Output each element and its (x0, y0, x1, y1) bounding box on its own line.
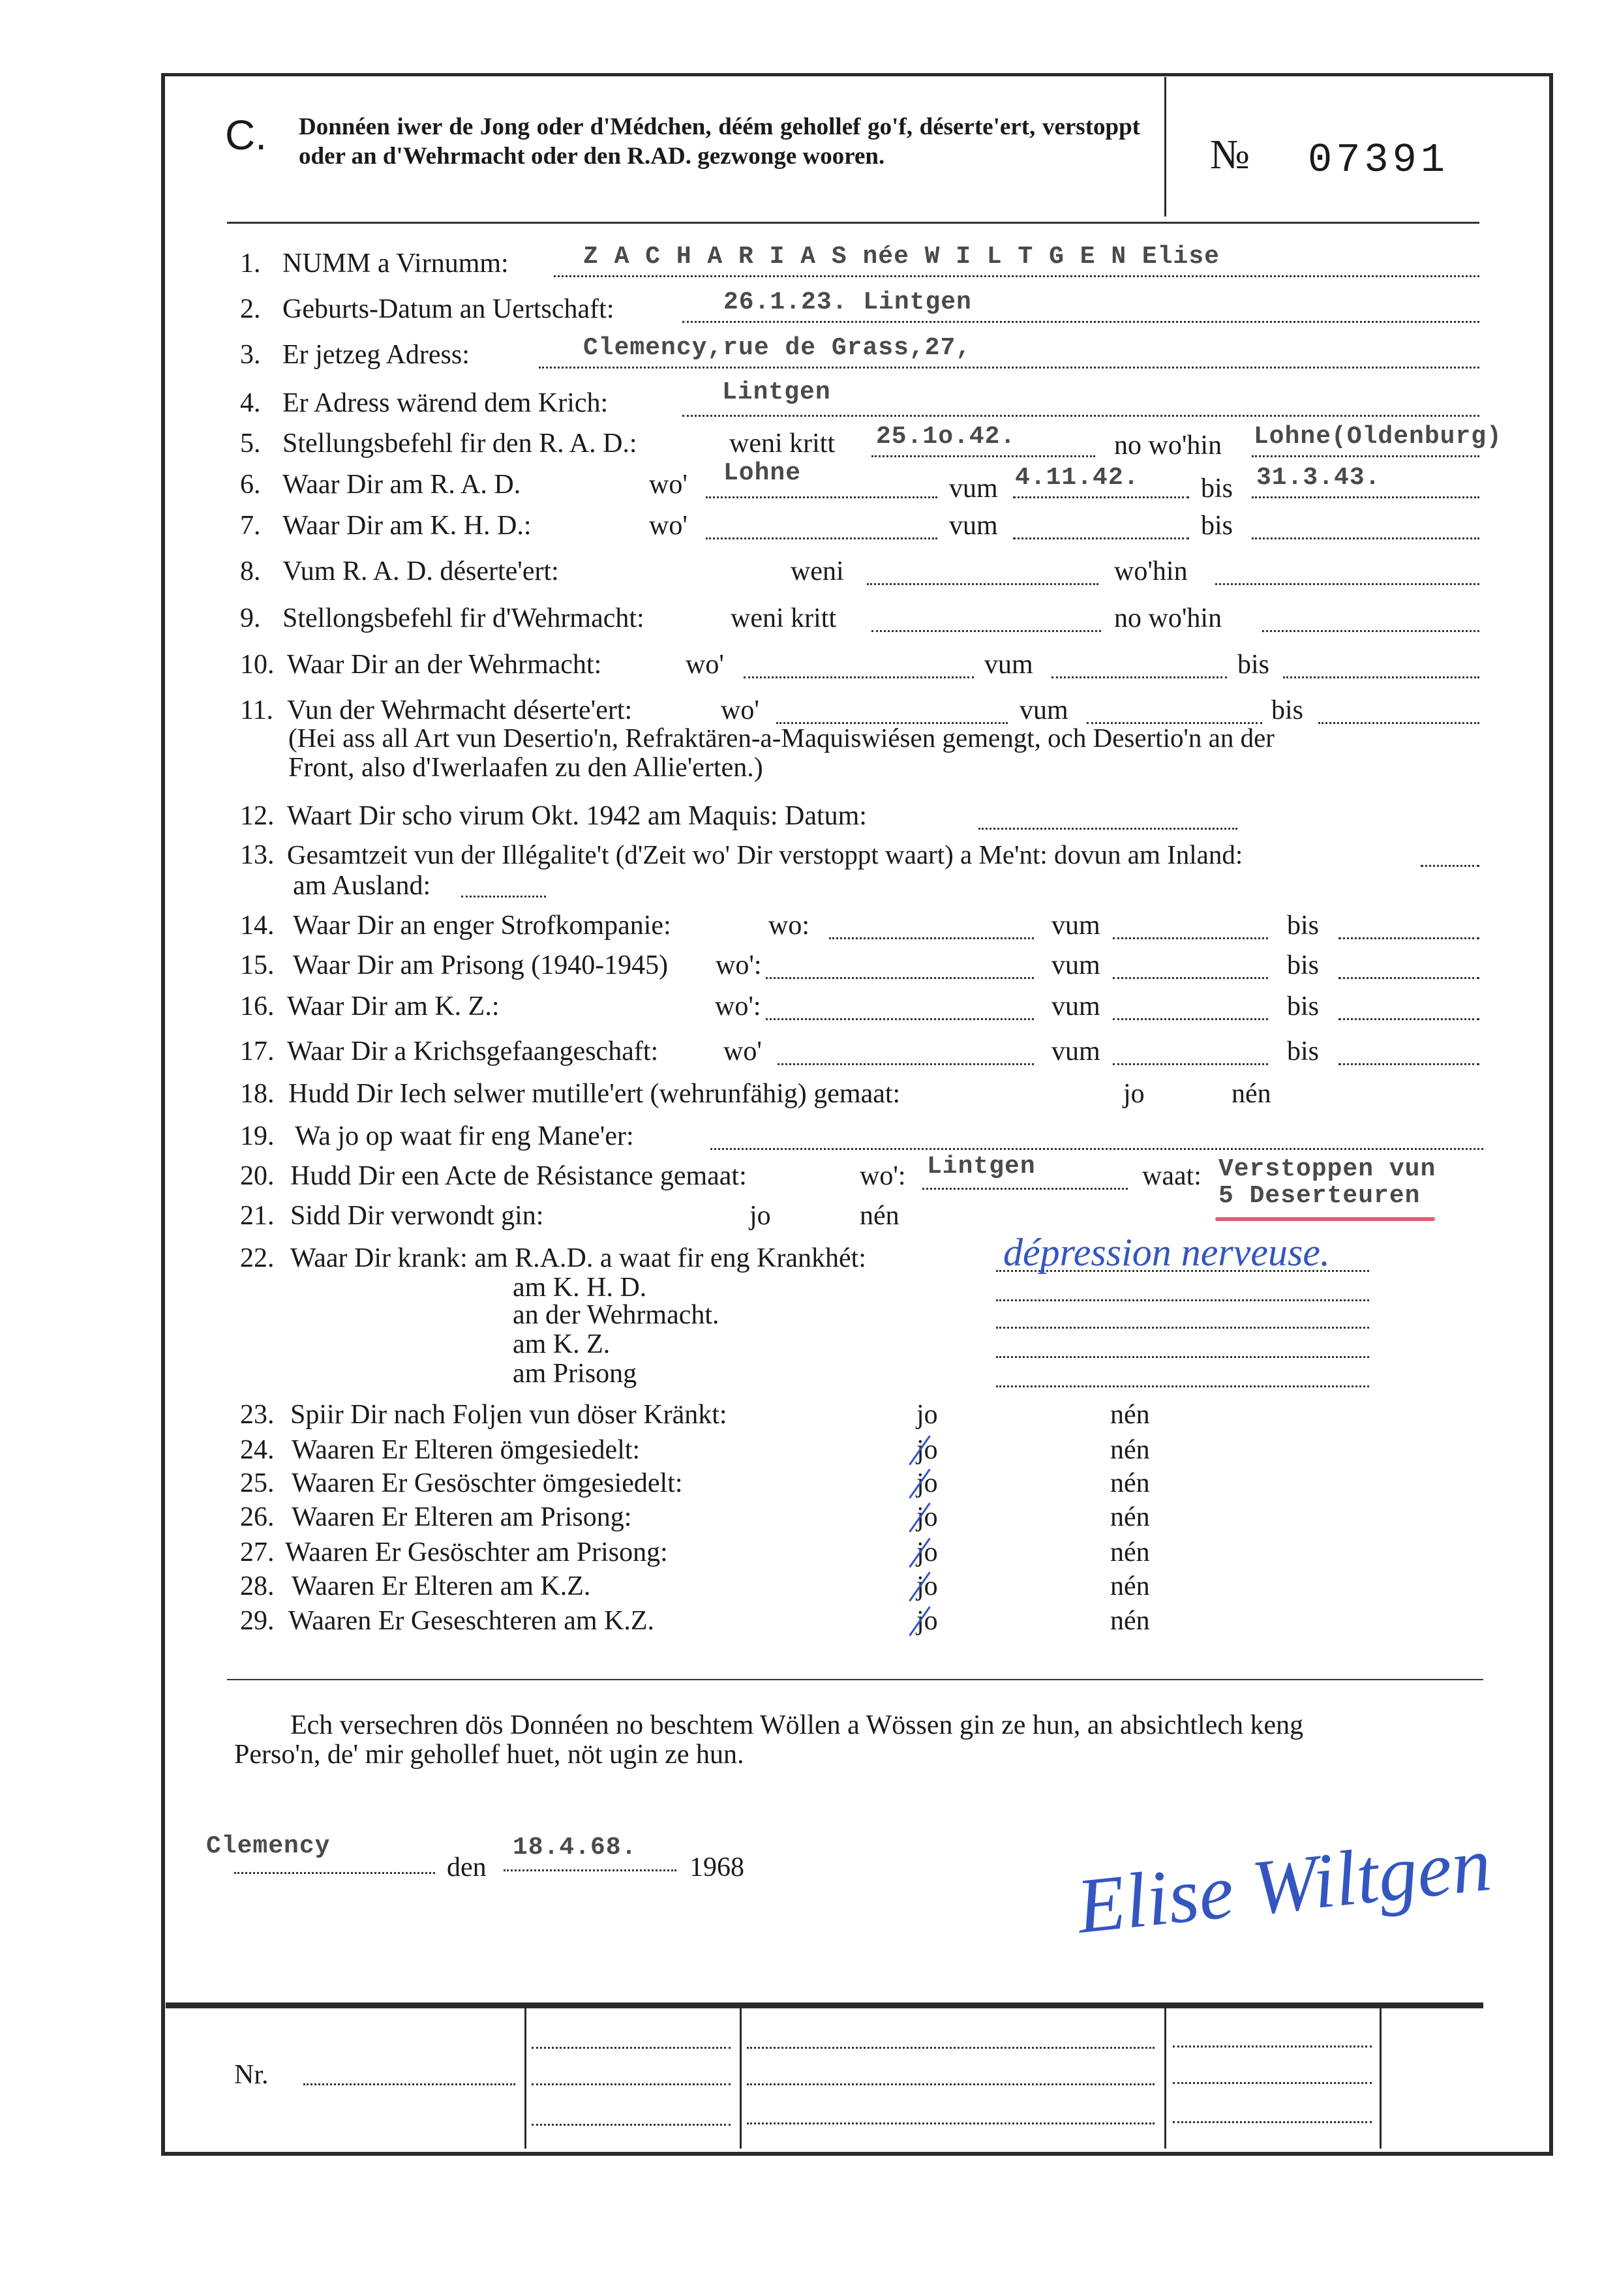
no-option[interactable]: nén (1110, 1537, 1150, 1567)
illness-kz-field[interactable] (996, 1356, 1369, 1358)
declaration-line-2: Perso'n, de' mir gehollef huet, nöt ugin ze hun. (234, 1740, 744, 1770)
red-underline-mark (1215, 1217, 1435, 1221)
parents-prison-label: Waaren Er Elteren am Prisong: (292, 1502, 632, 1532)
penal-company-label: Waar Dir an enger Strofkompanie: (293, 911, 671, 941)
manner-label: Wa jo op waat fir eng Mane'er: (295, 1121, 634, 1151)
self-mutilation-label: Hudd Dir Iech selwer mutille'ert (wehrunfähig) gemaat: (288, 1079, 901, 1109)
date-field[interactable] (504, 1869, 676, 1871)
bis-label: bis (1201, 511, 1233, 541)
parents-resettled-label: Waaren Er Elteren ömgesiedelt: (292, 1435, 641, 1465)
row-number: 23. (240, 1400, 275, 1430)
khd-label: Waar Dir am K. H. D.: (282, 511, 532, 541)
signature: Elise Wiltgen (1072, 1820, 1495, 1950)
when-label: weni kritt (729, 429, 836, 459)
wo-label: wo': (715, 991, 761, 1021)
pow-from-field[interactable] (1113, 1063, 1268, 1065)
yes-option[interactable]: jo (916, 1571, 938, 1601)
vum-label: vum (949, 474, 998, 504)
vum-label: vum (984, 650, 1033, 680)
war-address-value: Lintgen (722, 378, 831, 406)
rad-order-date-value: 25.1o.42. (876, 423, 1016, 451)
row-number: 26. (240, 1502, 275, 1532)
row-number: 11. (240, 695, 273, 725)
parents-kz-label: Waaren Er Elteren am K.Z. (292, 1571, 591, 1601)
wounded-label: Sidd Dir verwondt gin: (290, 1201, 544, 1231)
address-label: Er jetzeg Adress: (282, 340, 470, 370)
kz-label: Waar Dir am K. Z.: (287, 991, 500, 1021)
siblings-prison-label: Waaren Er Gesöschter am Prisong: (285, 1537, 668, 1567)
yes-option[interactable]: jo (916, 1435, 938, 1465)
no-option[interactable]: nén (860, 1201, 899, 1231)
row-number: 17. (240, 1036, 275, 1066)
abroad-field[interactable] (461, 896, 546, 898)
row-number: 21. (240, 1201, 275, 1231)
rad-place-value: Lohne (723, 459, 802, 487)
resistance-where-value: Lintgen (927, 1153, 1036, 1181)
no-option[interactable]: nén (1232, 1079, 1271, 1109)
row-number: 9. (240, 603, 261, 633)
row-number: 19. (240, 1121, 275, 1151)
yes-option[interactable]: jo (916, 1502, 938, 1532)
row-number: 24. (240, 1435, 275, 1465)
bis-label: bis (1271, 695, 1304, 725)
illness-label: Waar Dir krank: am R.A.D. a waat fir eng Krankhét: (290, 1243, 866, 1273)
date-value: 18.4.68. (513, 1834, 637, 1862)
declaration-line-1: Ech versechren dös Donnéen no beschtem Wöllen a Wössen gin ze hun, an absichtlech keng (290, 1710, 1304, 1740)
pow-label: Waar Dir a Krichsgefaangeschaft: (287, 1036, 659, 1066)
wo-label: wo' (649, 511, 688, 541)
birth-field[interactable] (682, 321, 1479, 323)
khd-where-field[interactable] (706, 537, 937, 539)
rad-order-label: Stellungsbefehl fir den R. A. D.: (282, 429, 637, 459)
table-field[interactable] (532, 2083, 731, 2085)
vum-label: vum (1051, 1036, 1100, 1066)
prison-to-field[interactable] (1338, 977, 1479, 979)
place-field[interactable] (234, 1872, 435, 1874)
vum-label: vum (1020, 695, 1068, 725)
prison-from-field[interactable] (1113, 977, 1268, 979)
row-number: 12. (240, 801, 275, 831)
where-label: no wo'hin (1114, 603, 1222, 633)
yes-option[interactable]: jo (749, 1201, 771, 1231)
name-label: NUMM a Virnumm: (282, 249, 509, 279)
where-label: no wo'hin (1114, 430, 1222, 461)
rad-to-field[interactable] (1252, 496, 1479, 498)
table-field[interactable] (532, 2047, 731, 2049)
resistance-what-value-1: Verstoppen vun (1218, 1155, 1436, 1183)
yes-option[interactable]: jo (916, 1606, 938, 1636)
rad-to-value: 31.3.43. (1256, 464, 1381, 492)
bis-label: bis (1287, 911, 1320, 941)
table-field[interactable] (1173, 2046, 1372, 2047)
row-number: 22. (240, 1243, 275, 1273)
year-label: 1968 (689, 1852, 744, 1882)
row-number: 13. (240, 840, 275, 870)
wo-label: wo: (768, 911, 809, 941)
khd-from-field[interactable] (1013, 537, 1189, 539)
illness-prison-field[interactable] (996, 1385, 1369, 1387)
rad-label: Waar Dir am R. A. D. (282, 470, 521, 500)
row-number: 18. (240, 1079, 275, 1109)
bis-label: bis (1287, 991, 1320, 1021)
table-field[interactable] (1173, 2121, 1372, 2123)
wehrmacht-order-label: Stellongsbefehl fir d'Wehrmacht: (282, 603, 644, 633)
waat-label: waat: (1142, 1161, 1202, 1191)
address-value: Clemency,rue de Grass,27, (583, 334, 972, 362)
wo-label: wo' (649, 470, 688, 500)
wo-label: wo' (686, 650, 724, 680)
illness-value-handwritten: dépression nerveuse. (1003, 1231, 1330, 1274)
nr-field[interactable] (303, 2083, 515, 2085)
rad-order-place-field[interactable] (1252, 455, 1479, 457)
table-field[interactable] (747, 2122, 1155, 2124)
illness-wehrmacht-label: an der Wehrmacht. (513, 1300, 719, 1330)
table-field[interactable] (532, 2124, 731, 2126)
nr-label: Nr. (234, 2060, 269, 2090)
wehrmacht-order-place-field[interactable] (1262, 630, 1479, 632)
bis-label: bis (1287, 1036, 1320, 1066)
birth-label: Geburts-Datum an Uertschaft: (282, 294, 614, 324)
kz-to-field[interactable] (1338, 1018, 1479, 1020)
table-divider (1164, 2008, 1166, 2149)
row-number: 28. (240, 1571, 275, 1601)
siblings-resettled-label: Waaren Er Gesöschter ömgesiedelt: (292, 1468, 683, 1498)
kz-where-field[interactable] (766, 1018, 1034, 1020)
vum-label: vum (1051, 911, 1100, 941)
abroad-label: am Ausland: (293, 871, 431, 901)
yes-option[interactable]: jo (916, 1468, 938, 1498)
pow-to-field[interactable] (1338, 1063, 1479, 1065)
form-title: Donnéen iwer de Jong oder d'Médchen, déém gehollef go'f, déserte'ert, verstoppt oder an d'Wehrmacht oder den R.AD. gezwonge wooren. (299, 113, 1140, 170)
address-field[interactable] (539, 367, 1479, 369)
row-number: 1. (240, 249, 261, 279)
pow-where-field[interactable] (778, 1063, 1034, 1065)
siblings-kz-label: Waaren Er Geseschteren am K.Z. (288, 1606, 655, 1636)
penal-from-field[interactable] (1113, 937, 1268, 939)
prison-where-field[interactable] (766, 977, 1034, 979)
no-option[interactable]: nén (1110, 1502, 1150, 1532)
row-number: 4. (240, 388, 261, 418)
war-address-field[interactable] (682, 415, 1479, 417)
number-sign: № (1210, 131, 1250, 177)
place-value: Clemency (206, 1832, 331, 1860)
table-divider (740, 2008, 742, 2149)
resistance-where-field[interactable] (922, 1188, 1128, 1190)
no-option[interactable]: nén (1110, 1435, 1150, 1465)
rad-order-place-value: Lohne(Oldenburg) (1254, 423, 1502, 451)
maquis-date-field[interactable] (978, 828, 1237, 830)
yes-option[interactable]: jo (1123, 1079, 1145, 1109)
row-number: 3. (240, 340, 261, 370)
wo-label: wo': (860, 1161, 906, 1191)
row-number: 6. (240, 470, 261, 500)
rad-desert-place-field[interactable] (1215, 583, 1479, 585)
wehrmacht-label: Waar Dir an der Wehrmacht: (287, 650, 602, 680)
illegality-label: Gesamtzeit vun der Illégalite't (d'Zeit wo' Dir verstoppt waart) a Me'nt: dovun am Inland: (287, 839, 1243, 869)
row-number: 5. (240, 429, 261, 459)
vum-label: vum (949, 511, 998, 541)
rad-order-date-field[interactable] (871, 455, 1095, 457)
inland-field[interactable] (1421, 865, 1479, 867)
row-number: 15. (240, 950, 275, 980)
kz-from-field[interactable] (1113, 1018, 1268, 1020)
resistance-what-value-2: 5 Deserteuren (1218, 1182, 1421, 1210)
section-letter: C. (225, 112, 267, 159)
bis-label: bis (1237, 650, 1270, 680)
when-label: weni (791, 556, 844, 586)
row-number: 10. (240, 650, 275, 680)
table-field[interactable] (1173, 2082, 1372, 2084)
table-field[interactable] (747, 2047, 1155, 2049)
rad-from-field[interactable] (1013, 496, 1189, 498)
table-field[interactable] (747, 2083, 1155, 2085)
header-divider (1164, 77, 1166, 217)
desertion-note-1: (Hei ass all Art vun Desertio'n, Refraktären-a-Maquiswiésen gemengt, och Desertio'n an der (288, 723, 1275, 753)
vum-label: vum (1051, 991, 1100, 1021)
row-number: 27. (240, 1537, 275, 1567)
row-number: 20. (240, 1161, 275, 1191)
rad-desert-date-field[interactable] (867, 583, 1098, 585)
no-option[interactable]: nén (1110, 1606, 1150, 1636)
den-label: den (447, 1852, 487, 1882)
bottom-table-top-rule (166, 2002, 1483, 2008)
wo-label: wo' (723, 1036, 762, 1066)
name-field[interactable] (554, 275, 1479, 277)
wehrmacht-desert-label: Vun der Wehrmacht déserte'ert: (287, 695, 633, 725)
row-number: 29. (240, 1606, 275, 1636)
where-label: wo'hin (1114, 556, 1188, 586)
wo-label: wo': (716, 950, 762, 980)
when-label: weni kritt (731, 603, 837, 633)
wehrmacht-to-field[interactable] (1283, 676, 1479, 678)
after-effects-label: Spiir Dir nach Foljen vun döser Kränkt: (290, 1400, 727, 1430)
wehrmacht-order-date-field[interactable] (871, 630, 1101, 632)
penal-to-field[interactable] (1338, 937, 1479, 939)
row-number: 8. (240, 556, 261, 586)
prison-label: Waar Dir am Prisong (1940-1945) (293, 950, 669, 980)
rad-where-field[interactable] (706, 496, 937, 498)
illness-wehrmacht-field[interactable] (996, 1327, 1369, 1329)
wehrmacht-desert-to-field[interactable] (1318, 722, 1479, 724)
illness-prison-label: am Prisong (513, 1359, 637, 1389)
row-number: 7. (240, 511, 261, 541)
form-number: 07391 (1308, 137, 1449, 183)
penal-where-field[interactable] (829, 937, 1034, 939)
no-option[interactable]: nén (1110, 1571, 1150, 1601)
bis-label: bis (1287, 950, 1320, 980)
row-number: 16. (240, 991, 275, 1021)
illness-khd-label: am K. H. D. (513, 1273, 647, 1303)
row-number: 2. (240, 294, 261, 324)
illness-khd-field[interactable] (996, 1299, 1369, 1301)
rad-from-value: 4.11.42. (1015, 464, 1140, 492)
table-divider (524, 2008, 526, 2149)
birth-value: 26.1.23. Lintgen (723, 288, 972, 316)
table-divider (1380, 2008, 1382, 2149)
yes-option[interactable]: jo (916, 1400, 938, 1430)
khd-to-field[interactable] (1252, 537, 1479, 539)
wehrmacht-from-field[interactable] (1051, 676, 1227, 678)
manner-field[interactable] (710, 1148, 1483, 1150)
desertion-note-2: Front, also d'Iwerlaafen zu den Allie'erten.) (288, 753, 763, 783)
wehrmacht-where-field[interactable] (744, 676, 974, 678)
header-rule (227, 222, 1479, 224)
illness-kz-label: am K. Z. (513, 1329, 611, 1359)
yes-option[interactable]: jo (916, 1537, 938, 1567)
resistance-label: Hudd Dir een Acte de Résistance gemaat: (290, 1161, 747, 1191)
section-rule (227, 1679, 1483, 1680)
row-number: 25. (240, 1468, 275, 1498)
maquis-label: Waart Dir scho virum Okt. 1942 am Maquis: Datum: (287, 801, 867, 831)
bis-label: bis (1201, 474, 1233, 504)
vum-label: vum (1051, 950, 1100, 980)
rad-desert-label: Vum R. A. D. déserte'ert: (282, 556, 559, 586)
row-number: 14. (240, 911, 275, 941)
no-option[interactable]: nén (1110, 1400, 1150, 1430)
no-option[interactable]: nén (1110, 1468, 1150, 1498)
war-address-label: Er Adress wärend dem Krich: (282, 388, 609, 418)
name-value: Z A C H A R I A S née W I L T G E N Elise (583, 243, 1220, 271)
wo-label: wo' (721, 695, 759, 725)
